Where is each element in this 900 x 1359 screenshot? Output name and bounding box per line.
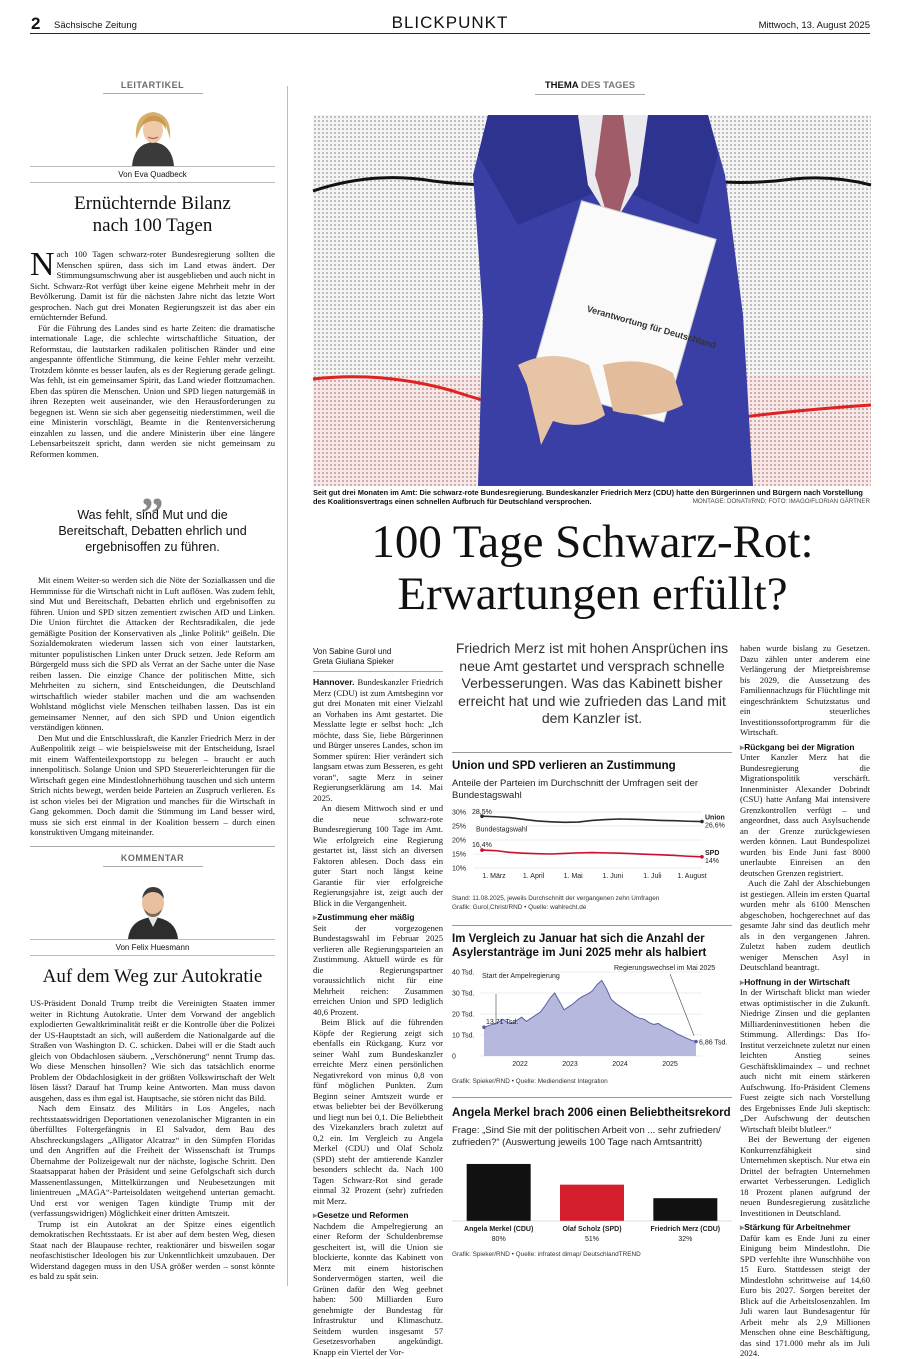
- pull-quote: [30, 464, 275, 555]
- hero-credit: MONTAGE: DONATI/RND; FOTO: IMAGO/FLORIAN GÄRTNER: [692, 498, 870, 505]
- y-tick-label: 30%: [452, 809, 467, 817]
- bar-value-label: 32%: [678, 1236, 693, 1243]
- drop-cap: N: [30, 246, 55, 283]
- y-tick-label: 20 Tsd.: [452, 1011, 475, 1019]
- issue-date: Mittwoch, 13. August 2025: [758, 20, 870, 31]
- page-number: 2: [31, 14, 41, 33]
- kommentar-label: KOMMENTAR: [103, 853, 203, 867]
- y-tick-label: 40 Tsd.: [452, 969, 475, 977]
- header-rule: [30, 33, 870, 34]
- article-column-3: [740, 643, 870, 1359]
- bar-value-label: 80%: [491, 1236, 506, 1243]
- y-tick-label: 20%: [452, 837, 467, 845]
- leitartikel-title: Ernüchternde Bilanz nach 100 Tagen: [74, 193, 231, 236]
- subhead: ▸ Stärkung für Arbeitnehmer: [740, 1222, 870, 1233]
- leitartikel: [30, 80, 275, 838]
- chart-source: Grafik: Spieker/RND • Quelle: Mediendienst Integration: [452, 1078, 608, 1085]
- chart-source: Grafik: Spieker/RND • Quelle: infratest dimap/ DeutschlandTREND: [452, 1251, 641, 1258]
- article-authors: Von Sabine Gurol und Greta Giuliana Spieker: [313, 647, 394, 666]
- article-column-1: [313, 647, 443, 1357]
- chart-title: Union und SPD verlieren an Zustimmung: [452, 760, 676, 772]
- x-tick-label: 1. Juni: [602, 873, 624, 880]
- series-start-label: 16,4%: [472, 842, 492, 850]
- kommentar-title: Auf dem Weg zur Autokratie: [42, 966, 263, 987]
- book-title: Verantwortung für Deutschland: [585, 303, 718, 351]
- bar-category-label: Olaf Scholz (SPD): [562, 1226, 622, 1233]
- chart-title: Angela Merkel brach 2006 einen Beliebtheitsrekord: [452, 1107, 731, 1119]
- chart-source: Stand: 11.08.2025, jeweils Durchschnitt der vergangenen zehn Umfragen Grafik: Gurol,Christ/RND • Quelle: wahlrecht.de: [452, 895, 660, 911]
- annotation-label: Bundestagswahl: [476, 826, 528, 834]
- quote-text: Was fehlt, sind Mut und die Bereitschaft, Debatten ehrlich und ergebnisoffen zu führen.: [58, 508, 247, 554]
- subhead: ▸ Zustimmung eher mäßig: [313, 912, 443, 923]
- chart-beliebtheit: [452, 1097, 732, 1258]
- x-tick-label: 1. August: [677, 873, 707, 880]
- thema-label: THEMA DES TAGES: [535, 80, 645, 95]
- series-end-dot: [700, 855, 704, 859]
- paper-name: Sächsische Zeitung: [54, 20, 137, 31]
- annotation-label: Start der Ampelregierung: [482, 973, 560, 980]
- series-start-label: 28,5%: [472, 809, 492, 817]
- bar-category-label: Angela Merkel (CDU): [464, 1226, 534, 1233]
- x-tick-label: 1. April: [522, 873, 545, 880]
- y-tick-label: 0: [452, 1053, 456, 1061]
- leitartikel-label: LEITARTIKEL: [103, 80, 203, 94]
- series-end-dot: [700, 820, 704, 824]
- x-tick-label: 1. Juli: [643, 873, 662, 880]
- author-byline: Von Eva Quadbeck: [118, 170, 187, 179]
- author-byline: Von Felix Huesmann: [115, 943, 190, 952]
- chart-union-spd: [452, 752, 732, 912]
- article-body-col3: haben wurde bislang zu Gesetzen. Dazu zählen unter anderem eine Verlängerung der Mietpreisbremse bis 2029, die Aussetzung des Familiennachzugs für Flüchtlinge mit eingeschränktem Schutzstatus und ein steuerliches Investitionssofortprogramm für die Wirtschaft. ▸ Rückgang bei der Migration Unter Kanzler Merz hat die Bundesregierung die Migrationspolitik verschärft. Innenminister Alexander Dobrindt (CSU) hatte Anfang Mai intensivere Grenzkontrollen verfügt – und angeordnet, dass auch Asylsuchende an der Grenze zurückgewiesen werden können. Laut Bundespolizei wurden bis Ende Juni fast 8000 unerlaubte Einreisen an den deutschen Grenzen registriert. Auch die Zahl der Abschiebungen ist gestiegen. Allein im ersten Quartal wurden mehr als 6100 Menschen abgeschoben, hochgerechnet auf das gesamte Jahr sind das deutlich mehr als in den vergangenen Jahren. Zuletzt haben zudem deutlich weniger Menschen Asyl in Deutschland beantragt. ▸ Hoffnung in der Wirtschaft In der Wirtschaft blickt man wieder etwas optimistischer in die Zukunft. Niedrige Zinsen und die geplanten Milliardeninvestitionen heben die Stimmung. Allerdings: Das Ifo-Institut verzeichnete zuletzt nur einen leichten Anstieg seines Geschäftsklimaindex – und rechnet auch nicht mit einem stärkeren Aufschwung. Ifo-Präsident Clemens Fuest zeigte sich nach Vorstellung des Ergebnisses Ende Juli skeptisch: „Der Aufschwung der deutschen Wirtschaft bleibt blutleer.“ Bei der Bewertung der eigenen Konkurrenzfähigkeit sind Unternehmen skeptisch. Nur etwa ein Drittel der befragten Unternehmen erwartet Verbesserungen. Lediglich 18 Prozent planen aufgrund der neuen Bundesregierung zusätzliche Investitionen in Deutschland. ▸ Stärkung für Arbeitnehmer Dafür kam es Ende Juni zu einer Einigung beim Mindestlohn. Die SPD verfehlte ihre Wunschhöhe von 15 Euro. Stattdessen steigt der Mindestlohn schrittweise auf 14,60 Euro bis 2027. Sorgen bereitet der Blick auf die Arbeitslosenzahlen. Im Juli waren laut Bundesagentur für Arbeit mehr als 2,9 Millionen Menschen ohne eine Beschäftigung, das sind 171.000 mehr als im Juli 2024.: [740, 643, 870, 1359]
- bar: [653, 1198, 717, 1221]
- merz-montage-illustration: [313, 115, 871, 486]
- chart-subtitle: Anteile der Parteien im Durchschnitt der Umfragen seit der Bundestagswahl: [452, 778, 699, 801]
- y-tick-label: 10 Tsd.: [452, 1032, 475, 1040]
- line-chart: [452, 808, 732, 888]
- article-teaser: Friedrich Merz ist mit hohen Ansprüchen ins neue Amt gestartet und versprach schnelle Verbesserungen. Was das Kabinett bisher erreicht hat und wie zufrieden das Land mit dem Kanzler ist.: [455, 640, 729, 726]
- bar-value-label: 51%: [584, 1236, 600, 1243]
- section-title: BLICKPUNKT: [391, 13, 509, 32]
- leitartikel-body: Nach 100 Tagen schwarz-roter Bundesregierung sollten die Menschen spüren, dass sich im Land etwas ändert. Der Stimmungsumschwung aber ist ausgeblieben und auch nicht in Sicht. Schwarz-Rot verfügt über keine eigene Mehrheit mehr in der Bevölkerung. Damit ist für die nächsten Jahre nicht das letzte Wort gesprochen. Nach gut drei Monaten Regierungszeit ist das aber ein ernüchternder Befund. Für die Führung des Landes sind es harte Zeiten: die dramatische internationale Lage, die schlechte wirtschaftliche Situation, der Reformstau, die lautstarken radikalen politischen Ränder und eine angespannte öffentliche Stimmung, die keine Fehler mehr verzeiht. Trotzdem könnte es besser laufen, als es der Regierung gerade gelingt. Was fehlt, ist ein gemeinsamer Spirit, das Land wieder flottzumachen. Eben das spüren die Menschen. Union und SPD liegen naturgemäß in ihren Rezepten weit auseinander, wie den Herausforderungen zu begegnen ist. Wenn sie sich aber gegenseitig niederstimmen, weil die eine Ministerin vorschlägt, Beamte in die Rentenversicherung einzahlen zu lassen, und die andere Ministerin über eine längere Lebensarbeitszeit spricht, dann werden sie nicht gemeinsam zu Reformen kommen.: [30, 246, 275, 459]
- series-name-label: Union: [705, 814, 725, 822]
- hero-caption: Seit gut drei Monaten im Amt: Die schwarz-rote Bundesregierung. Bundeskanzler Friedrich Merz (CDU) hatte den Bürgerinnen und Bürgern nach Vorstellung des Koalitionsvertrags einen schnellen Aufbruch für Deutschland versprochen.: [313, 488, 863, 506]
- end-dot: [694, 1040, 698, 1044]
- x-tick-label: 2025: [662, 1061, 678, 1068]
- end-value-label: 6,86 Tsd.: [699, 1039, 728, 1047]
- subhead: ▸ Gesetze und Reformen: [313, 1210, 443, 1221]
- annotation-label: Regierungswechsel im Mai 2025: [614, 965, 716, 972]
- bar: [560, 1185, 624, 1221]
- x-tick-label: 2024: [612, 1061, 628, 1068]
- chart-title: Im Vergleich zu Januar hat sich die Anzahl der Asylerstanträge im Juni 2025 mehr als halbiert: [452, 933, 707, 959]
- x-tick-label: 2023: [562, 1061, 578, 1068]
- chart-asyl: [452, 925, 732, 1085]
- series-line-spd: [482, 850, 702, 857]
- bar: [467, 1164, 531, 1221]
- area-chart: [452, 964, 732, 1072]
- annotation-pointer: [670, 974, 694, 1036]
- x-tick-label: 1. Mai: [563, 873, 583, 880]
- bar-chart: [452, 1153, 732, 1245]
- x-tick-label: 2022: [512, 1061, 528, 1068]
- bar-category-label: Friedrich Merz (CDU): [650, 1226, 721, 1233]
- author-avatar: [122, 877, 184, 939]
- quote-mark: „: [141, 464, 164, 515]
- area-fill: [484, 980, 696, 1056]
- kommentar-body: US-Präsident Donald Trump treibt die Vereinigten Staaten immer weiter in Richtung Autokratie. Unter dem Vorwand der angeblich explodierten Gewaltkriminalität reißt er die Kontrolle über die Polizei der US-Hauptstadt an sich, will außerdem die Nationalgarde auf die Straßen von Washington D. C. schicken. Dabei will er die Stadt auch gleich von Obdachlosen säubern. „Verschönerung“ nennt Trump das. Wo diese Menschen hinsollen? Wie sich das tatsächlich enorme Problem der Obdachlosigkeit in der größten Volkswirtschaft der Welt lösen lässt? Darauf hat Trump keine Antworten. Man muss davon ausgehen, dass es ihm egal ist. Hauptsache, sie stören nicht das Bild. Nach dem Einsatz des Militärs in Los Angeles, nach rechtsstaatswidrigen Deportationen venezolanischer Migranten in ein überfülltes Foltergefängnis in El Salvador, dem Bau des Abschreckungslagers „Alligator Alcatraz“ in den Sümpfen Floridas und den Angriffen auf die Freiheit der Wissenschaft ist Trumps Übernahme der Polizeigewalt nur der nächste, logische Schritt. Den Staatsapparat haben der Präsident und seine Gefolgschaft sich durch Massenentlassungen, Mittelkürzungen und Neubesetzungen mit linientreuen „MAGA“-Parteisoldaten weitgehend untertan gemacht. Und erst vor wenigen Tagen kündigte Trump mit der (verfassungswidrigen) Möglichkeit einer dritten Amtszeit. Trump ist ein Autokrat an der Spitze eines eigentlich demokratischen Rechtsstaats. Er ist aber auf dem besten Weg, diesen Staat nach der Blaupause rechter, reaktionärer und bisweilen sogar neofaschistischer Ideologen bis zur Unkenntlichkeit umzubauen. Der Widerstand dagegen muss in den USA größer werden – sonst könnte es bald zu spät sein.: [30, 998, 275, 1281]
- series-end-label: 26,6%: [705, 822, 725, 830]
- kommentar: [30, 846, 275, 1282]
- article-body-col1: Hannover. Bundeskanzler Friedrich Merz (CDU) ist zum Amtsbeginn vor gut drei Monaten mit einer Vielzahl an Vorhaben ins Amt gestartet. Die Messlatte legte er selbst hoch: „Ich möchte, dass Sie, liebe Bürgerinnen und Bürger unseres Landes, schon im Sommer spüren: Hier verändert sich langsam etwas zum Besseren, es geht voran“, sagte Merz in seiner Regierungserklärung am 14. Mai 2025. An diesem Mittwoch sind er und die neue schwarz-rote Bundesregierung 100 Tage im Amt. Wie erfolgreich eine Regierung gestartet ist, lässt sich an diversen Faktoren ablesen. Doch dass ein guter Start noch längst keine Garantie für vier erfolgreiche Regierungsjahre ist, zeigt auch der Blick in die Vergangenheit. ▸ Zustimmung eher mäßig Seit der vorgezogenen Bundestagswahl im Februar 2025 verlieren alle Regierungsparteien an Zustimmung. Aktuell würde es für die Regierungspartner voraussichtlich nicht für eine Mehrheit reichen: Zusammen erreichen Union und SPD lediglich 40,6 Prozent. Beim Blick auf die führenden Köpfe der Regierung zeigt sich ebenfalls ein Rückgang. Kurz vor seiner Wahl zum Bundeskanzler erreichte Merz einen persönlichen Negativrekord von minus 0,8 von fünf möglichen Punkten. Zum Beginn seiner Amtszeit wurde er etwas beliebter bei der Bevölkerung und liegt nun bei 0,1. Die Beliebtheit des Vizekanzlers brach zuletzt auf 0,2 ein. Im Vergleich zu Angela Merkel (CDU) und Olaf Scholz (SPD) steht der amtierende Kanzler besonders schlecht da. Nach 100 Tagen Schwarz-Rot sind gerade einmal 32 Prozent (sehr) zufrieden mit Merz. ▸ Gesetze und Reformen Nachdem die Ampelregierung an einer Reform der Schuldenbremse gescheitert ist, will die Union sie blockierte, konnte das Kabinett von Merz mit einem historischen Sondervermögen starten, weil die Grünen dafür den Weg geebnet haben: 500 Milliarden Euro genehmigte der Bundestag für Infrastruktur und Klimaschutz. Seitdem wurden insgesamt 57 Gesetzesvorhaben angekündigt. Knapp ein Viertel der Vor-: [313, 677, 443, 1357]
- start-value-label: 13,71 Tsd.: [486, 1019, 519, 1027]
- y-tick-label: 15%: [452, 851, 467, 859]
- y-tick-label: 10%: [452, 865, 467, 873]
- hero-image: [313, 115, 871, 486]
- author-photo-icon: [122, 104, 184, 166]
- author-photo-icon: [122, 877, 184, 939]
- main-headline: 100 Tage Schwarz-Rot: Erwartungen erfüllt?: [371, 516, 814, 620]
- series-name-label: SPD: [705, 849, 720, 857]
- series-line-union: [482, 816, 702, 822]
- y-tick-label: 25%: [452, 823, 467, 831]
- leitartikel-body-2: Mit einem Weiter-so werden sich die Nöte der Sozialkassen und die Hemmnisse für die Wirtschaft nicht in Luft auflösen. Was zudem fehlt, sind Mut und Bereitschaft, Debatten ehrlich und ergebnisoffen zu führen. Union und SPD sitzen zementiert zwischen AfD und Linken. Die Union fürchtet die Attacken der Rechtsradikalen, die jede gemäßigte Position der Konservativen als „linke Politik“ geißeln. Die Sozialdemokraten wiederum lassen sich von einer lautstarken, mitunter populistischen Linken unter Druck setzen. Jede Reform am Bürgergeld muss sich die SPD als Verrat an der Sache unter die Nase reiben lassen. Die einzige Chance der politischen Mitte, sich Mehrheiten zu sichern, sind Entscheidungen, die Deutschland wirtschaftlich wieder stabiler machen und die am wachsenden Wohlstand möglichst viele Menschen teilhaben lassen. Das ist ein gemeinsamer Nenner, auf den sich SPD und Union eigentlich verständigen können. Den Mut und die Entschlusskraft, die Kanzler Friedrich Merz in der Außenpolitik zeigt – wie beispielsweise mit der Entscheidung, Israel mit einem Waffenteilexportstopp zu belegen – braucht er auch innenpolitisch. Solange Union und SPD Steuererleichterungen für die Wirtschaft gegen eine Mindestlohnerhöhung tauschen und sich unterm Strich nichts bewegt, werden beide Parteien an Zuspruch verlieren. Es ist schon vieles bei der Migration und manches für die Wirtschaft in Gang gekommen. Doch damit die Stimmung im Land besser wird, muss sie sich erst einmal in der Koalition bessern – durch einen konstruktiven Umgang miteinander.: [30, 575, 275, 837]
- subhead: ▸ Hoffnung in der Wirtschaft: [740, 977, 870, 988]
- series-end-label: 14%: [705, 857, 720, 865]
- chart-subtitle: Frage: „Sind Sie mit der politischen Arbeit von ... sehr zufrieden/ zufrieden?“ (Auswertung jeweils 100 Tage nach Amtsantritt): [452, 1125, 721, 1148]
- column-divider: [287, 86, 288, 1286]
- y-tick-label: 30 Tsd.: [452, 990, 475, 998]
- author-avatar: [122, 104, 184, 166]
- subhead: ▸ Rückgang bei der Migration: [740, 742, 870, 753]
- x-tick-label: 1. März: [482, 873, 506, 880]
